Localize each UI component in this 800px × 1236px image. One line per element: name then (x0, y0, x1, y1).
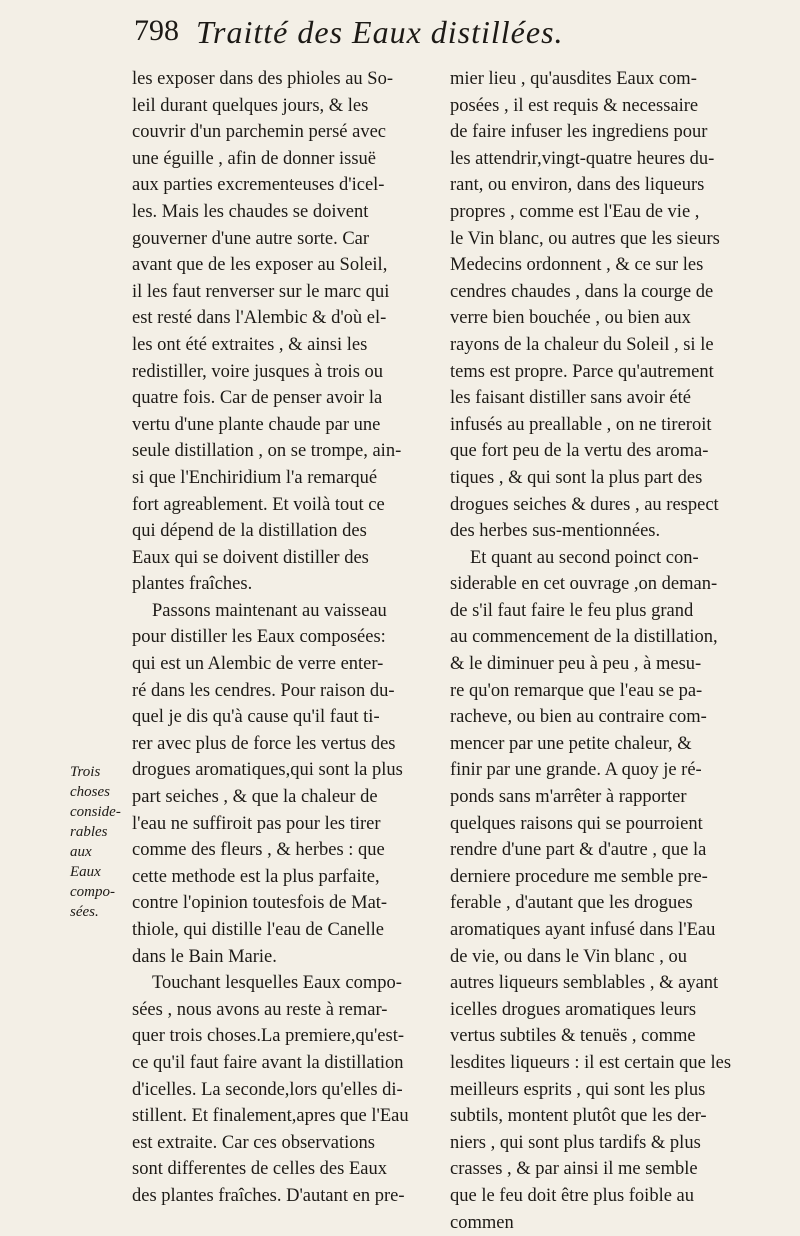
text-line: les attendrir,vingt-quatre heures du- (450, 148, 715, 169)
margin-note-line: Trois (70, 764, 101, 780)
text-line: rant, ou environ, dans des liqueurs (450, 175, 705, 196)
margin-note-line: sées. (70, 904, 99, 920)
text-line: est resté dans l'Alembic & d'où el- (132, 308, 387, 329)
text-line: redistiller, voire jusques à trois ou (132, 361, 384, 382)
text-line: part seiches , & que la chaleur de (132, 787, 378, 808)
text-line: siderable en cet ouvrage ,on deman- (450, 574, 718, 595)
text-line: une éguille , afin de donner issuë (132, 148, 377, 169)
margin-note-line: aux (70, 844, 92, 860)
text-line: est extraite. Car ces observations (132, 1132, 375, 1153)
text-line: ferable , d'autant que les drogues (450, 893, 693, 914)
text-line: sées , nous avons au reste à remar- (132, 999, 388, 1020)
text-line: le Vin blanc, ou autres que les sieurs (450, 228, 720, 249)
margin-note-line: compo- (70, 884, 115, 900)
text-line: aux parties excrementeuses d'icel- (132, 175, 385, 196)
text-line: les. Mais les chaudes se doivent (132, 201, 369, 222)
text-line: meilleurs esprits , qui sont les plus (450, 1079, 706, 1100)
text-line: derniere procedure me semble pre- (450, 866, 708, 887)
text-line: l'eau ne suffiroit pas pour les tirer (132, 813, 381, 834)
text-line: thiole, qui distille l'eau de Canelle (132, 920, 384, 940)
margin-note-line: conside- (70, 804, 121, 820)
text-line: quelques raisons qui se pourroient (450, 813, 703, 834)
text-line: posées , il est requis & necessaire (450, 95, 699, 116)
text-line: vertus subtiles & tenuës , comme (450, 1026, 696, 1047)
right-column (450, 66, 768, 1236)
text-line: re qu'on remarque que l'eau se pa- (450, 680, 703, 701)
margin-note-line: choses (70, 784, 110, 800)
text-line: les faisant distiller sans avoir été (450, 388, 691, 409)
text-line: tems est propre. Parce qu'autrement (450, 361, 714, 382)
page-number: 798 (134, 14, 179, 47)
text-line: d'icelles. La seconde,lors qu'elles di- (132, 1079, 403, 1100)
text-line: qui dépend de la distillation des (132, 521, 367, 542)
text-line: autres liqueurs semblables , & ayant (450, 973, 719, 994)
text-line: comme des fleurs , & herbes : que (132, 840, 385, 861)
text-line: contre l'opinion toutesfois de Mat- (132, 893, 388, 914)
left-column (132, 66, 442, 1210)
text-line: crasses , & par ainsi il me semble (450, 1159, 698, 1180)
text-line: rer avec plus de force les vertus des (132, 733, 396, 754)
text-line: pour distiller les Eaux composées: (132, 627, 386, 648)
text-line: quatre fois. Car de penser avoir la (132, 388, 383, 409)
text-line: avant que de les exposer au Soleil, (132, 255, 388, 276)
text-line: tiques , & qui sont la plus part des (450, 467, 703, 488)
text-line: & le diminuer peu à peu , à mesu- (450, 654, 702, 675)
text-line: subtils, montent plutôt que les der- (450, 1106, 707, 1127)
text-line: leil durant quelques jours, & les (132, 95, 369, 116)
text-line: plantes fraîches. (132, 574, 253, 595)
text-line: vertu d'une plante chaude par une (132, 414, 381, 435)
text-line: qui est un Alembic de verre enter- (132, 654, 384, 675)
text-line: cendres chaudes , dans la courge de (450, 281, 714, 302)
text-line: racheve, ou bien au contraire com- (450, 707, 707, 728)
text-line: au commencement de la distillation, (450, 627, 718, 648)
text-line: lesdites liqueurs : il est certain que les (450, 1052, 732, 1073)
text-line: Medecins ordonnent , & ce sur les (450, 255, 704, 276)
text-line: mencer par une petite chaleur, & (450, 733, 692, 754)
running-title: Traitté des Eaux distillées. (196, 14, 564, 50)
text-line: ré dans les cendres. Pour raison du- (132, 680, 395, 701)
text-line: des herbes sus-mentionnées. (450, 521, 661, 542)
text-line: niers , qui sont plus tardifs & plus (450, 1132, 701, 1153)
text-line: il les faut renverser sur le marc qui (132, 281, 390, 302)
text-line: de faire infuser les ingrediens pour (450, 122, 708, 143)
text-line: commen (450, 1212, 514, 1233)
text-line: que fort peu de la vertu des aroma- (450, 441, 709, 462)
margin-note (70, 762, 130, 922)
text-line: ponds sans m'arrêter à rapporter (450, 787, 687, 808)
margin-note-line: Eaux (70, 864, 101, 880)
text-line: Eaux qui se doivent distiller des (132, 547, 369, 568)
text-line: verre bien bouchée , ou bien aux (450, 308, 691, 329)
text-line: quel je dis qu'à cause qu'il faut ti- (132, 707, 380, 728)
text-line: stillent. Et finalement,apres que l'Eau (132, 1106, 409, 1127)
text-line: sont differentes de celles des Eaux (132, 1159, 387, 1180)
text-line: seule distillation , on se trompe, ain- (132, 441, 402, 462)
page-header (134, 14, 774, 66)
text-line: les ont été extraites , & ainsi les (132, 334, 368, 355)
text-line: drogues seiches & dures , au respect (450, 494, 719, 515)
text-line: de vie, ou dans le Vin blanc , ou (450, 946, 687, 967)
text-line: que le feu doit être plus foible au (450, 1185, 695, 1206)
text-line: propres , comme est l'Eau de vie , (450, 201, 700, 222)
text-line: les exposer dans des phioles au So- (132, 69, 394, 89)
text-line: icelles drogues aromatiques leurs (450, 999, 697, 1020)
text-line: dans le Bain Marie. (132, 946, 277, 967)
text-line: drogues aromatiques,qui sont la plus (132, 760, 403, 781)
text-line: Passons maintenant au vaisseau (152, 600, 387, 621)
margin-note-line: rables (70, 824, 108, 840)
text-line: Et quant au second poinct con- (470, 547, 699, 568)
text-line: de s'il faut faire le feu plus grand (450, 600, 694, 621)
text-line: ce qu'il faut faire avant la distillation (132, 1052, 404, 1073)
text-line: si que l'Enchiridium l'a remarqué (132, 467, 378, 488)
text-line: rayons de la chaleur du Soleil , si le (450, 334, 714, 355)
text-line: rendre d'une part & d'autre , que la (450, 840, 707, 861)
text-line: aromatiques ayant infusé dans l'Eau (450, 920, 716, 940)
text-line: Touchant lesquelles Eaux compo- (152, 973, 402, 994)
text-line: finir par une grande. A quoy je ré- (450, 760, 702, 781)
text-line: mier lieu , qu'ausdites Eaux com- (450, 69, 697, 89)
text-line: cette methode est la plus parfaite, (132, 866, 380, 887)
text-line: gouverner d'une autre sorte. Car (132, 228, 370, 249)
text-line: fort agreablement. Et voilà tout ce (132, 494, 385, 515)
text-line: couvrir d'un parchemin persé avec (132, 122, 386, 143)
text-line: quer trois choses.La premiere,qu'est- (132, 1026, 404, 1047)
text-line: infusés au preallable , on ne tireroit (450, 414, 712, 435)
text-line: des plantes fraîches. D'autant en pre- (132, 1185, 405, 1206)
